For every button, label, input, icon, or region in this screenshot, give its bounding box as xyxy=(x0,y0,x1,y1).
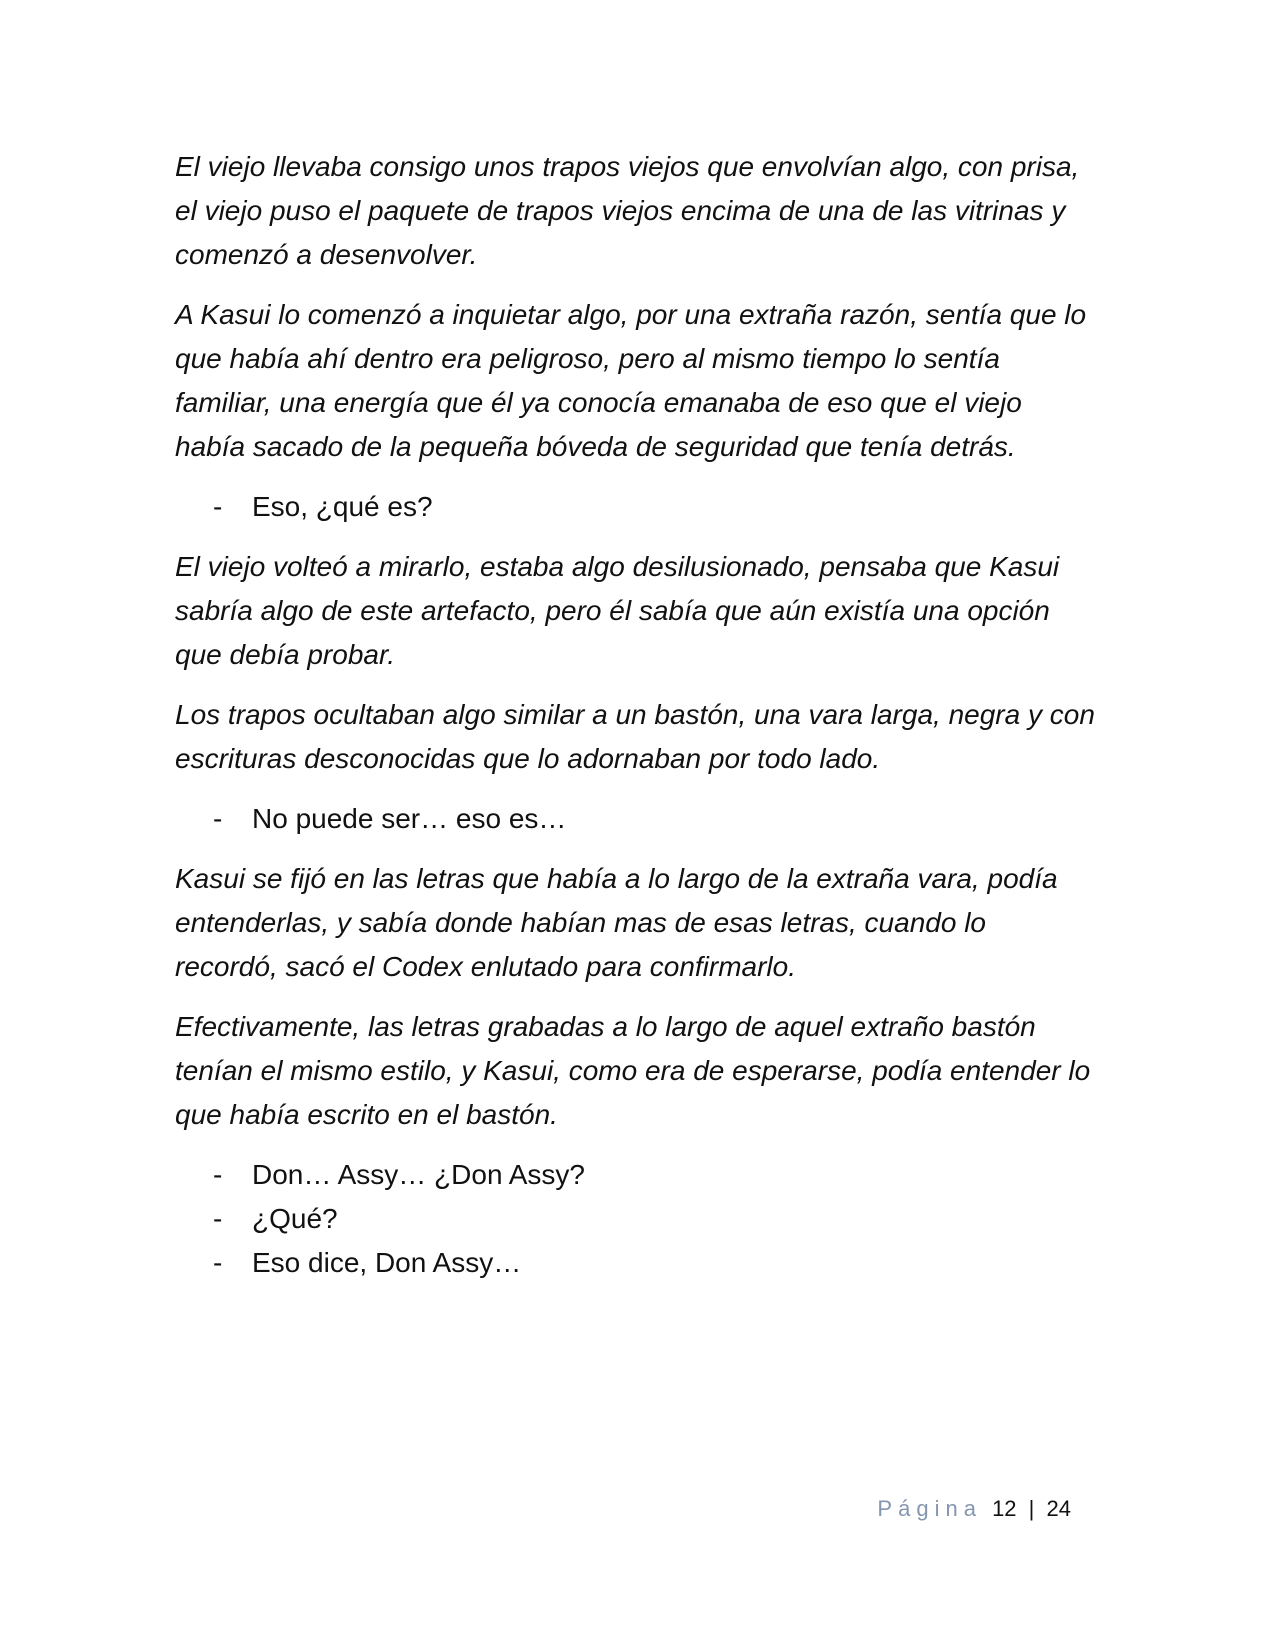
paragraph: Los trapos ocultaban algo similar a un bastón, una vara larga, negra y con escrituras desconocidas que lo adornaban por todo lado. xyxy=(175,699,1095,774)
dialogue-list xyxy=(175,1153,1095,1285)
page-total: 24 xyxy=(1046,1496,1071,1521)
dialogue-list xyxy=(175,485,1095,529)
dialogue-line xyxy=(175,1153,1095,1197)
paragraph: Efectivamente, las letras grabadas a lo largo de aquel extraño bastón tenían el mismo estilo, y Kasui, como era de esperarse, podía entender lo que había escrito en el bastón. xyxy=(175,1011,1091,1130)
dialogue-list xyxy=(175,797,1095,841)
dialogue-line xyxy=(175,1241,1095,1285)
dialogue-line xyxy=(175,1197,1095,1241)
dialogue-line xyxy=(175,485,1095,529)
dialogue-text: ¿Qué? xyxy=(252,1203,338,1234)
page-footer xyxy=(0,1494,1071,1524)
dialogue-dash: - xyxy=(213,803,223,834)
dialogue-dash: - xyxy=(213,1159,223,1190)
dialogue-text: Eso, ¿qué es? xyxy=(252,491,433,522)
dialogue-dash: - xyxy=(213,491,223,522)
dialogue-dash: - xyxy=(213,1247,223,1278)
dialogue-text: Eso dice, Don Assy… xyxy=(252,1247,522,1278)
paragraph: El viejo volteó a mirarlo, estaba algo desilusionado, pensaba que Kasui sabría algo de este artefacto, pero él sabía que aún existía una opción que debía probar. xyxy=(175,551,1060,670)
page-label: Página xyxy=(877,1496,982,1521)
paragraph: Kasui se fijó en las letras que había a lo largo de la extraña vara, podía entenderlas, y sabía donde habían mas de esas letras, cuando lo recordó, sacó el Codex enlutado para confirmarlo. xyxy=(175,863,1058,982)
page-separator: | xyxy=(1028,1496,1035,1521)
paragraph: El viejo llevaba consigo unos trapos viejos que envolvían algo, con prisa, el viejo puso el paquete de trapos viejos encima de una de las vitrinas y comenzó a desenvolver. xyxy=(175,151,1080,270)
page-number: 12 xyxy=(992,1496,1017,1521)
dialogue-dash: - xyxy=(213,1203,223,1234)
dialogue-line xyxy=(175,797,1095,841)
paragraph: A Kasui lo comenzó a inquietar algo, por una extraña razón, sentía que lo que había ahí dentro era peligroso, pero al mismo tiempo lo sentía familiar, una energía que él ya conocía emanaba de eso que el viejo había sacado de la pequeña bóveda de seguridad que tenía detrás. xyxy=(175,299,1087,462)
dialogue-text: No puede ser… eso es… xyxy=(252,803,567,834)
dialogue-text: Don… Assy… ¿Don Assy? xyxy=(252,1159,586,1190)
page-body xyxy=(175,145,1095,1301)
